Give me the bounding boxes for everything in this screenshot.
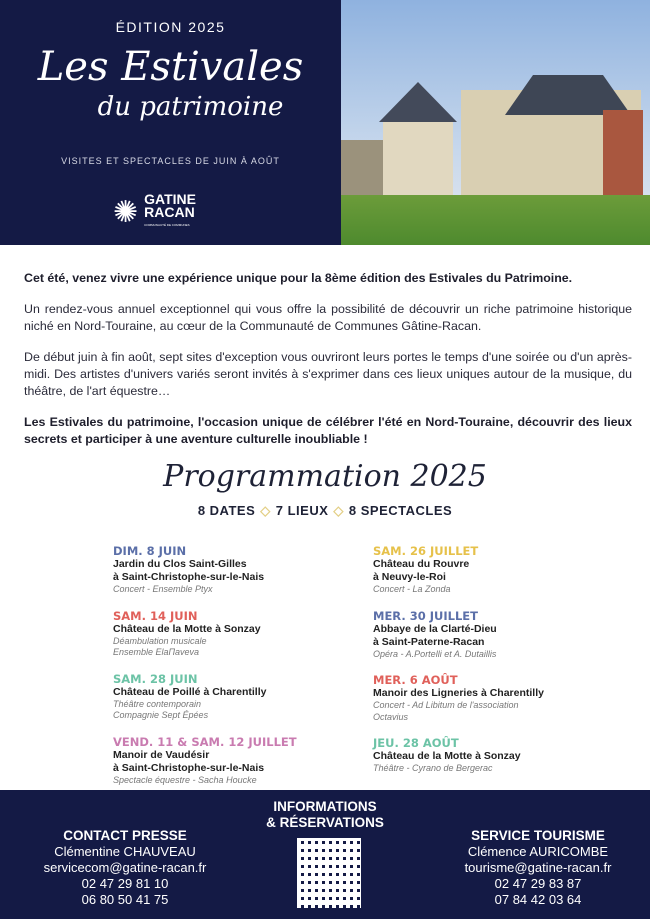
logo-line2: RACAN xyxy=(144,204,195,220)
event-date: SAM. 28 JUIN xyxy=(113,671,198,686)
event-place: à Saint-Christophe-sur-le-Nais xyxy=(113,571,265,583)
sunburst-logo-icon: ✺ xyxy=(113,195,139,229)
tourism-phone-1[interactable]: 02 47 29 83 87 xyxy=(494,876,582,891)
event-date: SAM. 26 JUILLET xyxy=(373,544,479,558)
chateau-photo xyxy=(341,0,650,245)
footer xyxy=(0,790,650,919)
event-place: Manoir des Ligneries à Charentilly xyxy=(373,687,544,699)
event-place: Château du Rouvre xyxy=(373,558,470,570)
edition-label: ÉDITION 2025 xyxy=(115,19,226,35)
count-shows: 8 SPECTACLES xyxy=(348,503,453,518)
count-dates: 8 DATES xyxy=(197,503,256,518)
info-reservations-heading xyxy=(225,799,425,831)
event-item xyxy=(113,672,297,722)
tourism-title: SERVICE TOURISME xyxy=(471,828,605,843)
event-info: Spectacle équestre - Sacha Houcke xyxy=(113,774,257,785)
event-place: Abbaye de la Clarté-Dieu xyxy=(373,622,497,635)
logo-tagline: COMMUNAUTÉ DE COMMUNES xyxy=(144,223,190,227)
event-place: Manoir de Vaudésir xyxy=(113,748,210,761)
event-info: Concert - Ad Libitum de l'association xyxy=(373,700,519,710)
press-contact xyxy=(20,828,230,908)
title-line1: Les Estivales xyxy=(37,44,304,90)
info-line2: & RÉSERVATIONS xyxy=(266,815,384,830)
event-date: JEU. 28 AOÛT xyxy=(373,736,459,750)
programme-title: Programmation 2025 xyxy=(163,459,487,494)
count-places: 7 LIEUX xyxy=(275,503,329,518)
event-place: à Saint-Paterne-Racan xyxy=(373,635,485,648)
event-item xyxy=(373,544,544,596)
event-info: Théâtre - Cyrano de Bergerac xyxy=(373,763,493,773)
tourism-phone-2[interactable]: 07 84 42 03 64 xyxy=(494,892,582,907)
intro-paragraph-1: Un rendez-vous annuel exceptionnel qui vous offre la possibilité de découvrir un riche patrimoine historique niché en Nord-Touraine, au cœur de la Communauté de Communes Gâtine-Racan. xyxy=(24,302,632,333)
event-info: Compagnie Sept Épées xyxy=(113,710,209,720)
event-place: Château de Poillé à Charentilly xyxy=(113,685,267,698)
press-name: Clémentine CHAUVEAU xyxy=(54,844,196,859)
event-item xyxy=(113,544,297,596)
logo-line1: GATINE xyxy=(144,191,196,207)
event-date: MER. 6 AOÛT xyxy=(373,673,458,687)
event-info: Ensemble ElaΠaveva xyxy=(113,647,200,657)
events-right-column xyxy=(373,544,544,788)
intro-lead: Cet été, venez vivre une expérience unique pour la 8ème édition des Estivales du Patrimoine. xyxy=(24,271,573,285)
event-item xyxy=(373,673,544,723)
intro-paragraph-2: De début juin à fin août, sept sites d'exception vous ouvriront leurs portes le temps d'une soirée ou d'un après-midi. Des artistes d'univers variés seront invités à s'exprimer dans ces lieux uniques autour de la musique, du théâtre, de l'art équestre… xyxy=(24,350,632,398)
event-place: Château de la Motte à Sonzay xyxy=(373,750,521,762)
diamond-icon: ◇ xyxy=(260,503,271,518)
tourism-email[interactable]: tourisme@gatine-racan.fr xyxy=(464,860,612,875)
intro-closing: Les Estivales du patrimoine, l'occasion unique de célébrer l'été en Nord-Touraine, découvrir des lieux secrets et participer à une aventure culturelle inoubliable ! xyxy=(24,415,632,446)
event-place: Jardin du Clos Saint-Gilles xyxy=(113,558,247,570)
event-info: Théâtre contemporain xyxy=(113,698,202,709)
event-info: Octavius xyxy=(373,711,409,722)
title-line2: du patrimoine xyxy=(97,92,284,122)
press-phone-1[interactable]: 02 47 29 81 10 xyxy=(81,876,169,891)
press-email[interactable]: servicecom@gatine-racan.fr xyxy=(43,860,207,875)
event-item xyxy=(373,609,544,661)
event-info: Déambulation musicale xyxy=(113,635,207,646)
event-date: MER. 30 JUILLET xyxy=(373,608,478,623)
event-date: SAM. 14 JUIN xyxy=(113,608,198,623)
event-place: Château de la Motte à Sonzay xyxy=(113,622,261,635)
subtitle: VISITES ET SPECTACLES DE JUIN À AOÛT xyxy=(61,156,280,166)
programme-counts xyxy=(0,503,650,519)
qr-code[interactable] xyxy=(297,838,361,908)
event-item xyxy=(113,609,297,659)
event-item xyxy=(373,736,544,775)
event-place: à Neuvy-le-Roi xyxy=(373,571,446,583)
event-date: DIM. 8 JUIN xyxy=(113,544,187,558)
events-left-column xyxy=(113,544,297,799)
event-info: Concert - Ensemble Ptyx xyxy=(113,584,213,594)
diamond-icon: ◇ xyxy=(333,503,344,518)
tourism-name: Clémence AURICOMBE xyxy=(467,844,609,859)
header-banner xyxy=(0,0,341,245)
press-title: CONTACT PRESSE xyxy=(63,828,187,843)
tourism-contact xyxy=(433,828,643,908)
event-date: VEND. 11 & SAM. 12 JUILLET xyxy=(113,734,297,749)
event-info: Concert - La Zonda xyxy=(373,584,451,594)
intro-text xyxy=(24,270,632,462)
press-phone-2[interactable]: 06 80 50 41 75 xyxy=(81,892,169,907)
event-info: Opéra - A.Portelli et A. Dutaillis xyxy=(373,648,497,659)
gatine-racan-logo xyxy=(113,193,196,232)
info-line1: INFORMATIONS xyxy=(273,799,377,814)
event-place: à Saint-Christophe-sur-le-Nais xyxy=(113,761,265,774)
event-item xyxy=(113,735,297,787)
